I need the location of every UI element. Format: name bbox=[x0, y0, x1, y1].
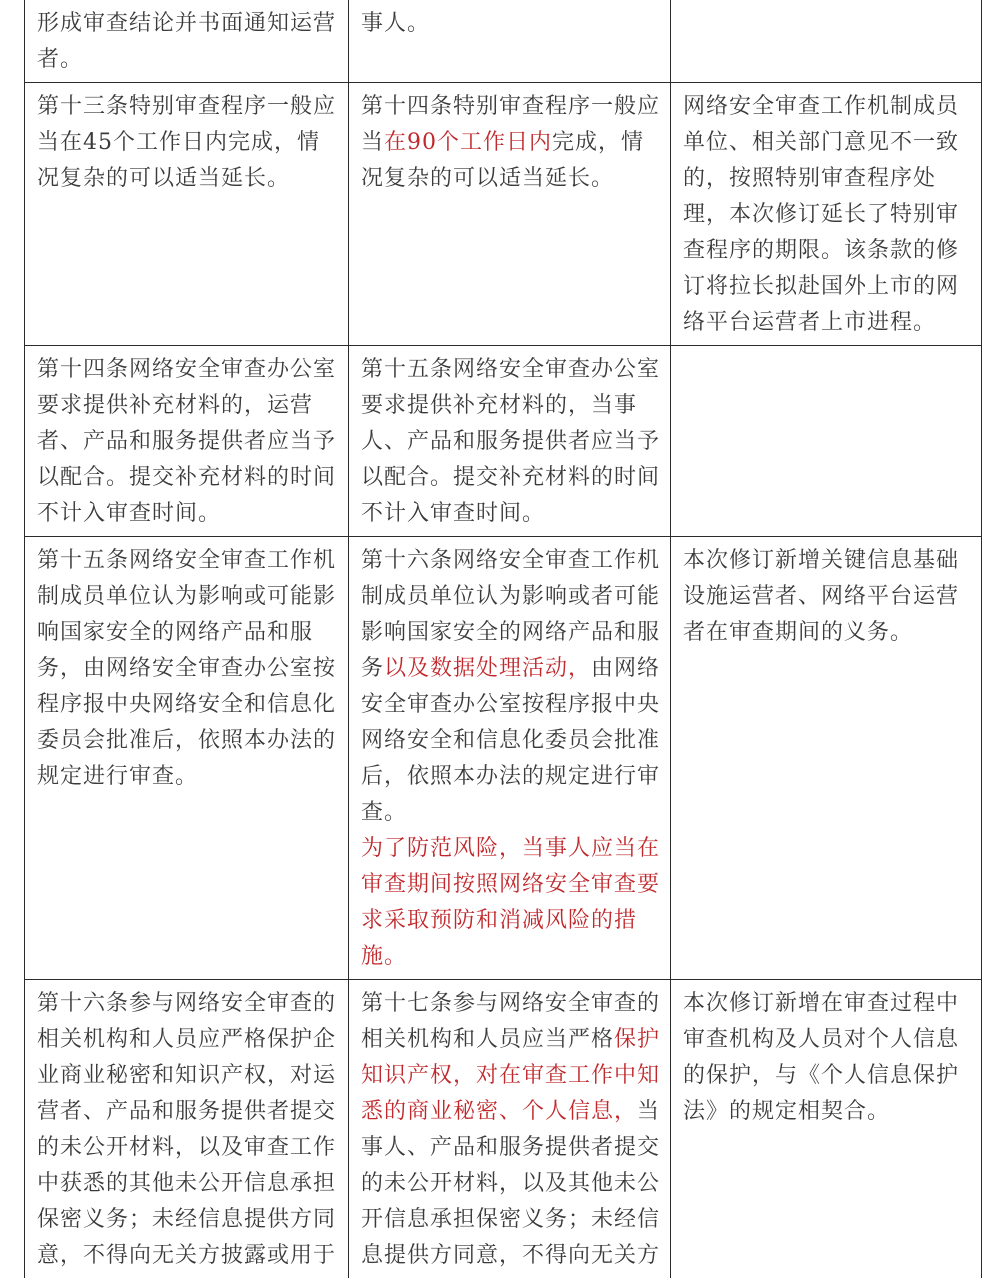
revised-text-cell: 事人。 bbox=[349, 0, 671, 83]
regulation-comparison-table bbox=[24, 0, 982, 1278]
original-text-cell: 第十三条特别审查程序一般应当在45个工作日内完成，情况复杂的可以适当延长。 bbox=[25, 83, 349, 346]
revised-text-cell: 第十五条网络安全审查办公室要求提供补充材料的，当事人、产品和服务提供者应当予以配合。提交补充材料的时间不计入审查时间。 bbox=[349, 346, 671, 537]
note-cell bbox=[671, 0, 982, 83]
note-cell: 本次修订新增关键信息基础设施运营者、网络平台运营者在审查期间的义务。 bbox=[671, 537, 982, 980]
original-text-cell: 第十四条网络安全审查办公室要求提供补充材料的，运营者、产品和服务提供者应当予以配合。提交补充材料的时间不计入审查时间。 bbox=[25, 346, 349, 537]
table-row bbox=[25, 537, 982, 980]
revised-text-cell: 第十六条网络安全审查工作机制成员单位认为影响或者可能影响国家安全的网络产品和服务以及数据处理活动，由网络安全审查办公室按程序报中央网络安全和信息化委员会批准后，依照本办法的规定进行审查。 为了防范风险，当事人应当在审查期间按照网络安全审查要求采取预防和消减风险的措施。 bbox=[349, 537, 671, 980]
revision-highlight: 在90个工作日内 bbox=[384, 130, 552, 155]
table-row bbox=[25, 83, 982, 346]
note-cell: 网络安全审查工作机制成员单位、相关部门意见不一致的，按照特别审查程序处理，本次修订延长了特别审查程序的期限。该条款的修订将拉长拟赴国外上市的网络平台运营者上市进程。 bbox=[671, 83, 982, 346]
revision-highlight: 保护知识产权，对在审查工作中知悉的商业秘密、个人信息， bbox=[361, 1027, 660, 1124]
table-row bbox=[25, 0, 982, 83]
revision-highlight: 为了防范风险，当事人应当在审查期间按照网络安全审查要求采取预防和消减风险的措施。 bbox=[361, 831, 664, 975]
original-text-cell: 第十六条参与网络安全审查的相关机构和人员应严格保护企业商业秘密和知识产权，对运营者、产品和服务提供者提交的未公开材料，以及审查工作中获悉的其他未公开信息承担保密义务；未经信息提供方同意，不得向无关方披露或用于 bbox=[25, 980, 349, 1278]
original-text-cell: 形成审查结论并书面通知运营者。 bbox=[25, 0, 349, 83]
revised-text-cell: 第十四条特别审查程序一般应当在90个工作日内完成，情况复杂的可以适当延长。 bbox=[349, 83, 671, 346]
table-row bbox=[25, 346, 982, 537]
revised-text-cell: 第十七条参与网络安全审查的相关机构和人员应当严格保护知识产权，对在审查工作中知悉的商业秘密、个人信息，当事人、产品和服务提供者提交的未公开材料，以及其他未公开信息承担保密义务；未经信息提供方同意，不得向无关方 bbox=[349, 980, 671, 1278]
revision-highlight: 以及数据处理活动， bbox=[384, 656, 591, 681]
note-cell: 本次修订新增在审查过程中审查机构及人员对个人信息的保护，与《个人信息保护法》的规定相契合。 bbox=[671, 980, 982, 1278]
note-cell bbox=[671, 346, 982, 537]
table-row bbox=[25, 980, 982, 1278]
original-text-cell: 第十五条网络安全审查工作机制成员单位认为影响或可能影响国家安全的网络产品和服务，由网络安全审查办公室按程序报中央网络安全和信息化委员会批准后，依照本办法的规定进行审查。 bbox=[25, 537, 349, 980]
